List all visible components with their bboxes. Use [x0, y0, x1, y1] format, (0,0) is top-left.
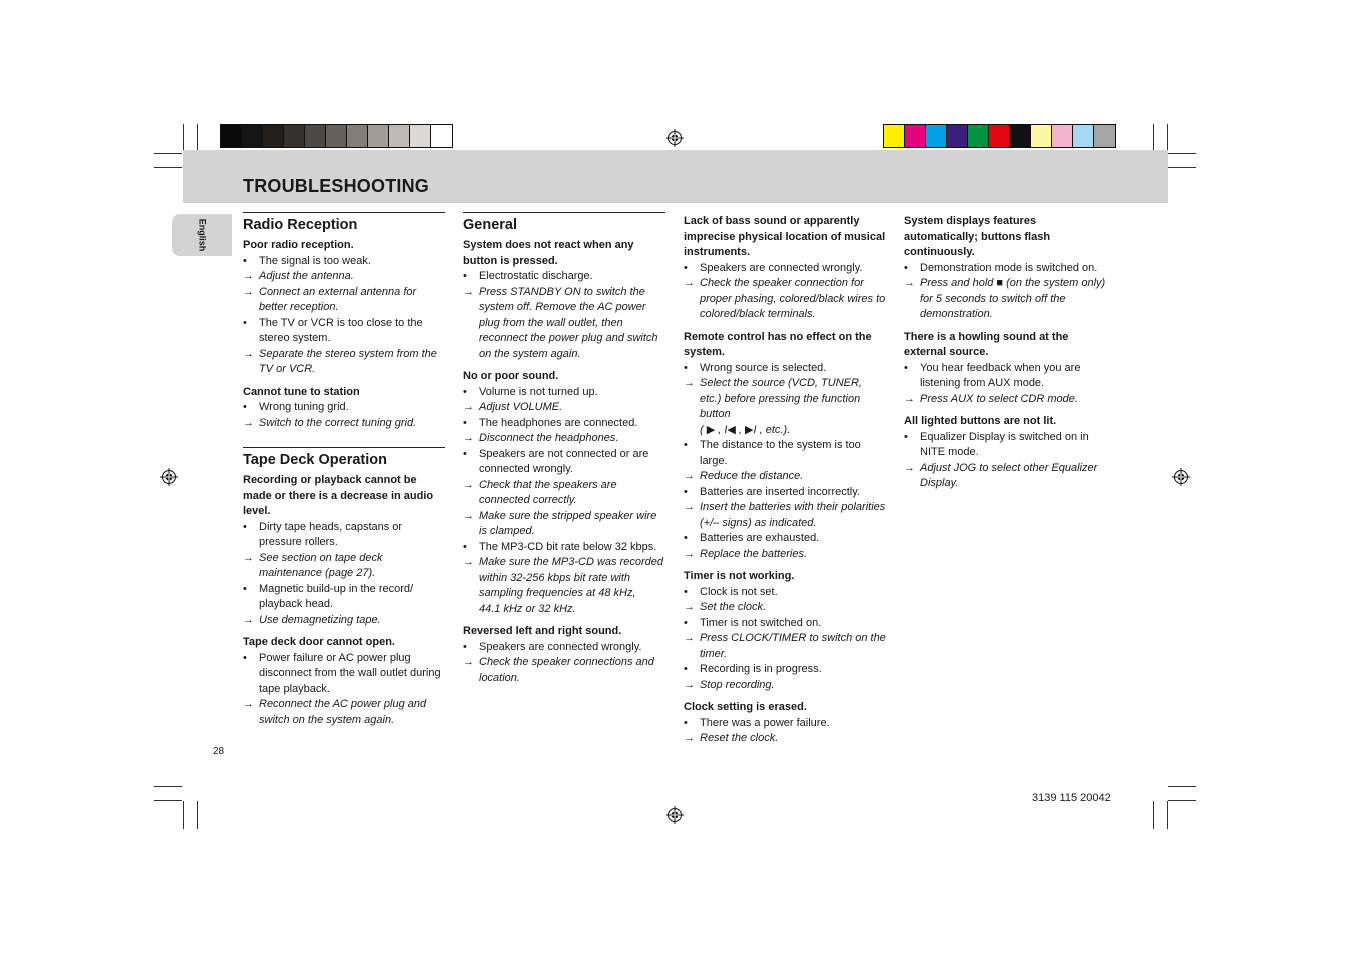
- cause-item: [243, 254, 445, 270]
- remedy-item: [463, 400, 665, 416]
- item-text: Adjust JOG to select other Equalizer Display.: [920, 461, 1098, 489]
- registration-mark-icon: [666, 806, 684, 824]
- item-text: Batteries are inserted incorrectly.: [700, 485, 860, 498]
- item-list: [684, 361, 886, 563]
- crop-mark: [1168, 153, 1196, 154]
- remedy-item: [684, 547, 886, 563]
- item-list: [684, 716, 886, 747]
- item-list: [684, 261, 886, 323]
- arrow-icon: →: [684, 277, 695, 289]
- color-swatch: [989, 125, 1010, 147]
- registration-mark-icon: [160, 468, 178, 486]
- bullet-icon: •: [463, 270, 467, 282]
- arrow-icon: →: [684, 547, 695, 560]
- problem-heading: Clock setting is erased.: [684, 701, 807, 713]
- crop-mark: [1153, 801, 1154, 829]
- item-text: Check the speaker connections and location.: [479, 656, 654, 684]
- item-list: [904, 361, 1106, 408]
- item-list: [463, 269, 665, 362]
- arrow-icon: →: [463, 656, 474, 668]
- item-text: Dirty tape heads, capstans or pressure rollers.: [259, 520, 403, 548]
- bullet-icon: •: [904, 361, 908, 374]
- arrow-icon: →: [243, 613, 254, 626]
- color-swatch: [926, 125, 947, 147]
- bullet-icon: •: [684, 532, 688, 544]
- item-text: Reduce the distance.: [700, 470, 804, 482]
- cause-item: [684, 485, 886, 501]
- item-list: [684, 585, 886, 694]
- remedy-item: [904, 461, 1106, 492]
- problem-heading: Lack of bass sound or apparently imprecise physical location of musical instruments.: [684, 215, 886, 258]
- crop-mark: [154, 167, 182, 168]
- remedy-item: [904, 392, 1106, 408]
- item-text: Make sure the MP3-CD was recorded within 32-256 kbps bit rate with sampling frequencies at 48 kHz,: [479, 556, 664, 599]
- cause-item: [904, 361, 1106, 392]
- color-swatch: [884, 125, 905, 147]
- item-text: Electrostatic discharge.: [479, 270, 593, 282]
- arrow-icon: →: [463, 556, 474, 568]
- item-text: Demonstration mode is switched on.: [920, 261, 1098, 274]
- item-text: Use demagnetizing tape.: [259, 613, 381, 626]
- item-text: You hear feedback when you are listening from AUX mode.: [920, 361, 1081, 389]
- color-swatch: [1031, 125, 1052, 147]
- bullet-icon: •: [243, 520, 247, 533]
- item-text: Stop recording.: [700, 678, 775, 691]
- cause-item: [243, 316, 445, 347]
- arrow-icon: →: [904, 461, 915, 474]
- bullet-icon: •: [904, 261, 908, 274]
- remedy-item: [463, 655, 665, 686]
- remedy-item: [463, 509, 665, 540]
- item-text: Speakers are connected wrongly.: [479, 640, 642, 653]
- crop-mark: [183, 801, 184, 829]
- item-text: The MP3-CD bit rate below 32 kbps.: [479, 540, 657, 553]
- arrow-icon: →: [463, 285, 474, 298]
- item-text: The headphones are connected.: [479, 416, 638, 429]
- cause-item: [463, 385, 665, 401]
- color-swatch: [968, 125, 989, 147]
- item-text: Check that the speakers are connected correctly.: [479, 478, 617, 506]
- item-list: [243, 254, 445, 378]
- remedy-item: [463, 555, 665, 617]
- bullet-icon: •: [243, 254, 247, 267]
- arrow-icon: →: [684, 501, 695, 513]
- color-swatch: [905, 125, 926, 147]
- item-text-continued: 44.1 kHz or 32 kHz.: [479, 602, 576, 615]
- arrow-icon: →: [684, 632, 695, 644]
- color-swatch: [284, 125, 305, 147]
- section-title: General: [463, 212, 665, 234]
- column-4: [904, 212, 1106, 492]
- item-text: The signal is too weak.: [259, 254, 371, 267]
- item-text: Timer is not switched on.: [700, 616, 822, 629]
- arrow-icon: →: [684, 601, 695, 613]
- color-swatch: [410, 125, 431, 147]
- cause-item: [904, 430, 1106, 461]
- cause-item: [243, 582, 445, 613]
- color-swatch: [1073, 125, 1094, 147]
- remedy-item: [684, 731, 886, 747]
- color-swatch: [305, 125, 326, 147]
- crop-mark: [1168, 167, 1196, 168]
- color-swatch: [1010, 125, 1031, 147]
- cause-item: [463, 269, 665, 285]
- item-text: The distance to the system is too large.: [700, 439, 861, 467]
- item-text: The TV or VCR is too close to the stereo system.: [259, 316, 423, 344]
- bullet-icon: •: [684, 663, 688, 675]
- item-list: [243, 400, 445, 431]
- arrow-icon: →: [684, 470, 695, 482]
- item-text: Recording is in progress.: [700, 663, 822, 675]
- registration-mark-icon: [1172, 468, 1190, 486]
- problem-heading: Remote control has no effect on the system.: [684, 330, 872, 358]
- bullet-icon: •: [463, 447, 467, 460]
- item-text: Press CLOCK/TIMER to switch on the timer.: [700, 632, 886, 660]
- column-2: [463, 212, 665, 686]
- crop-mark: [154, 786, 182, 787]
- item-text: Magnetic build-up in the record/ playback head.: [259, 582, 414, 610]
- color-swatch: [389, 125, 410, 147]
- item-text: Volume is not turned up.: [479, 385, 598, 398]
- remedy-item: [243, 697, 445, 728]
- item-text: Press STANDBY ON to switch the system off. Remove the AC power plug from the wall outlet, then reconnect the power plug and switch on the system again.: [479, 285, 658, 360]
- cause-item: [463, 640, 665, 656]
- remedy-item: [684, 678, 886, 694]
- item-text: Make sure the stripped speaker wire is clamped.: [479, 509, 657, 537]
- color-calibration-bar: [883, 124, 1116, 148]
- arrow-icon: →: [243, 698, 254, 710]
- bullet-icon: •: [684, 616, 688, 629]
- remedy-item: [684, 631, 886, 662]
- item-list: [243, 651, 445, 729]
- cause-item: [463, 540, 665, 556]
- item-text: Insert the batteries with their polarities (+/– signs) as indicated.: [700, 501, 886, 529]
- page-title: TROUBLESHOOTING: [243, 176, 429, 196]
- arrow-icon: →: [684, 678, 695, 691]
- crop-mark: [1167, 124, 1168, 152]
- problem-heading: Tape deck door cannot open.: [243, 636, 395, 648]
- column-3: [684, 212, 886, 747]
- item-text: Disconnect the headphones.: [479, 432, 619, 444]
- arrow-icon: →: [243, 347, 254, 360]
- arrow-icon: →: [463, 478, 474, 491]
- item-text: Select the source (VCD, TUNER, etc.) before pressing the function button: [700, 377, 862, 420]
- remedy-item: [243, 551, 445, 582]
- language-tab-label: English: [196, 218, 207, 252]
- arrow-icon: →: [463, 401, 474, 413]
- bullet-icon: •: [684, 485, 688, 498]
- section-title: Tape Deck Operation: [243, 447, 445, 469]
- remedy-item: [684, 276, 886, 323]
- item-text: Clock is not set.: [700, 585, 778, 598]
- item-text: Power failure or AC power plug disconnect from the wall outlet during tape playback.: [259, 651, 441, 695]
- bullet-icon: •: [684, 585, 688, 598]
- item-text: Press and hold ■ (on the system only) for 5 seconds to switch off the demonstration.: [920, 277, 1106, 320]
- remedy-item: [243, 416, 445, 432]
- item-list: [904, 430, 1106, 492]
- cause-item: [684, 585, 886, 601]
- item-text: See section on tape deck maintenance (page 27).: [259, 551, 383, 579]
- cause-item: [904, 261, 1106, 277]
- crop-mark: [1167, 801, 1168, 829]
- arrow-icon: →: [463, 509, 474, 522]
- remedy-item: [463, 431, 665, 447]
- remedy-item: [243, 285, 445, 316]
- arrow-icon: →: [243, 270, 254, 282]
- color-swatch: [947, 125, 968, 147]
- bullet-icon: •: [684, 439, 688, 451]
- item-list: [463, 385, 665, 618]
- item-list: [904, 261, 1106, 323]
- item-text: Adjust VOLUME.: [479, 401, 563, 413]
- crop-mark: [1168, 800, 1196, 801]
- color-swatch: [431, 125, 452, 147]
- item-text: Equalizer Display is switched on in NITE mode.: [920, 430, 1089, 458]
- section-title: Radio Reception: [243, 212, 445, 234]
- arrow-icon: →: [243, 551, 254, 564]
- remedy-item: [243, 613, 445, 629]
- item-text: Speakers are connected wrongly.: [700, 261, 863, 274]
- remedy-item: [684, 376, 886, 438]
- item-text: Separate the stereo system from the TV or VCR.: [259, 347, 437, 375]
- color-swatch: [368, 125, 389, 147]
- problem-heading: System does not react when any button is pressed.: [463, 239, 634, 267]
- cause-item: [684, 616, 886, 632]
- arrow-icon: →: [684, 377, 695, 389]
- problem-heading: System displays features automatically; buttons flash continuously.: [904, 215, 1051, 258]
- problem-heading: Reversed left and right sound.: [463, 625, 622, 637]
- item-text: Reset the clock.: [700, 732, 779, 744]
- remedy-item: [684, 500, 886, 531]
- crop-mark: [1153, 124, 1154, 152]
- problem-heading: Poor radio reception.: [243, 239, 354, 251]
- item-list: [463, 640, 665, 687]
- remedy-item: [463, 478, 665, 509]
- item-text: Batteries are exhausted.: [700, 532, 820, 544]
- bullet-icon: •: [243, 401, 247, 413]
- item-text: There was a power failure.: [700, 716, 830, 729]
- bullet-icon: •: [463, 540, 467, 553]
- problem-heading: No or poor sound.: [463, 370, 559, 382]
- arrow-icon: →: [243, 416, 254, 429]
- problem-heading: There is a howling sound at the external source.: [904, 330, 1069, 358]
- registration-mark-icon: [666, 129, 684, 147]
- color-swatch: [221, 125, 242, 147]
- cause-item: [684, 716, 886, 732]
- item-text: Replace the batteries.: [700, 547, 808, 560]
- item-text: Wrong source is selected.: [700, 361, 827, 374]
- color-swatch: [347, 125, 368, 147]
- page-number: 28: [213, 746, 225, 757]
- remedy-item: [684, 469, 886, 485]
- crop-mark: [154, 153, 182, 154]
- item-text: Switch to the correct tuning grid.: [259, 416, 417, 429]
- cause-item: [243, 400, 445, 416]
- remedy-item: [684, 600, 886, 616]
- grayscale-calibration-bar: [220, 124, 453, 148]
- cause-item: [463, 416, 665, 432]
- item-text: Wrong tuning grid.: [259, 401, 349, 413]
- bullet-icon: •: [243, 651, 247, 664]
- cause-item: [684, 261, 886, 277]
- crop-mark: [183, 124, 184, 152]
- arrow-icon: →: [243, 285, 254, 298]
- arrow-icon: →: [904, 392, 915, 405]
- item-text: Connect an external antenna for better reception.: [259, 285, 417, 313]
- cause-item: [684, 361, 886, 377]
- item-text: Reconnect the AC power plug and switch on the system again.: [259, 698, 427, 726]
- color-swatch: [242, 125, 263, 147]
- color-swatch: [326, 125, 347, 147]
- bullet-icon: •: [904, 430, 908, 443]
- color-swatch: [1094, 125, 1115, 147]
- bullet-icon: •: [463, 416, 467, 429]
- crop-mark: [197, 801, 198, 829]
- cause-item: [684, 531, 886, 547]
- column-1: [243, 212, 445, 728]
- item-list: [243, 520, 445, 629]
- cause-item: [684, 662, 886, 678]
- cause-item: [243, 520, 445, 551]
- item-text: Check the speaker connection for proper phasing, colored/black wires to colored/black terminals.: [700, 277, 886, 320]
- bullet-icon: •: [243, 316, 247, 329]
- arrow-icon: →: [904, 277, 915, 289]
- language-tab: [172, 214, 232, 256]
- bullet-icon: •: [463, 385, 467, 398]
- color-swatch: [1052, 125, 1073, 147]
- bullet-icon: •: [243, 582, 247, 595]
- bullet-icon: •: [684, 261, 688, 274]
- bullet-icon: •: [684, 361, 688, 374]
- bullet-icon: •: [684, 716, 688, 729]
- item-text-continued: ( ▶ , I◀ , ▶I , etc.).: [700, 423, 791, 436]
- cause-item: [463, 447, 665, 478]
- item-text: Set the clock.: [700, 601, 767, 613]
- remedy-item: [243, 347, 445, 378]
- arrow-icon: →: [684, 732, 695, 744]
- cause-item: [243, 651, 445, 698]
- problem-heading: Recording or playback cannot be made or there is a decrease in audio level.: [243, 474, 434, 517]
- problem-heading: Timer is not working.: [684, 570, 795, 582]
- problem-heading: All lighted buttons are not lit.: [904, 415, 1057, 427]
- remedy-item: [463, 285, 665, 363]
- remedy-item: [243, 269, 445, 285]
- item-text: Speakers are not connected or are connected wrongly.: [479, 447, 649, 475]
- crop-mark: [1168, 786, 1196, 787]
- remedy-item: [904, 276, 1106, 323]
- crop-mark: [197, 124, 198, 152]
- arrow-icon: →: [463, 432, 474, 444]
- item-text: Press AUX to select CDR mode.: [920, 392, 1078, 405]
- color-swatch: [263, 125, 284, 147]
- item-text: Adjust the antenna.: [259, 270, 354, 282]
- crop-mark: [154, 800, 182, 801]
- cause-item: [684, 438, 886, 469]
- problem-heading: Cannot tune to station: [243, 385, 360, 398]
- document-code: 3139 115 20042: [1032, 792, 1111, 804]
- bullet-icon: •: [463, 640, 467, 653]
